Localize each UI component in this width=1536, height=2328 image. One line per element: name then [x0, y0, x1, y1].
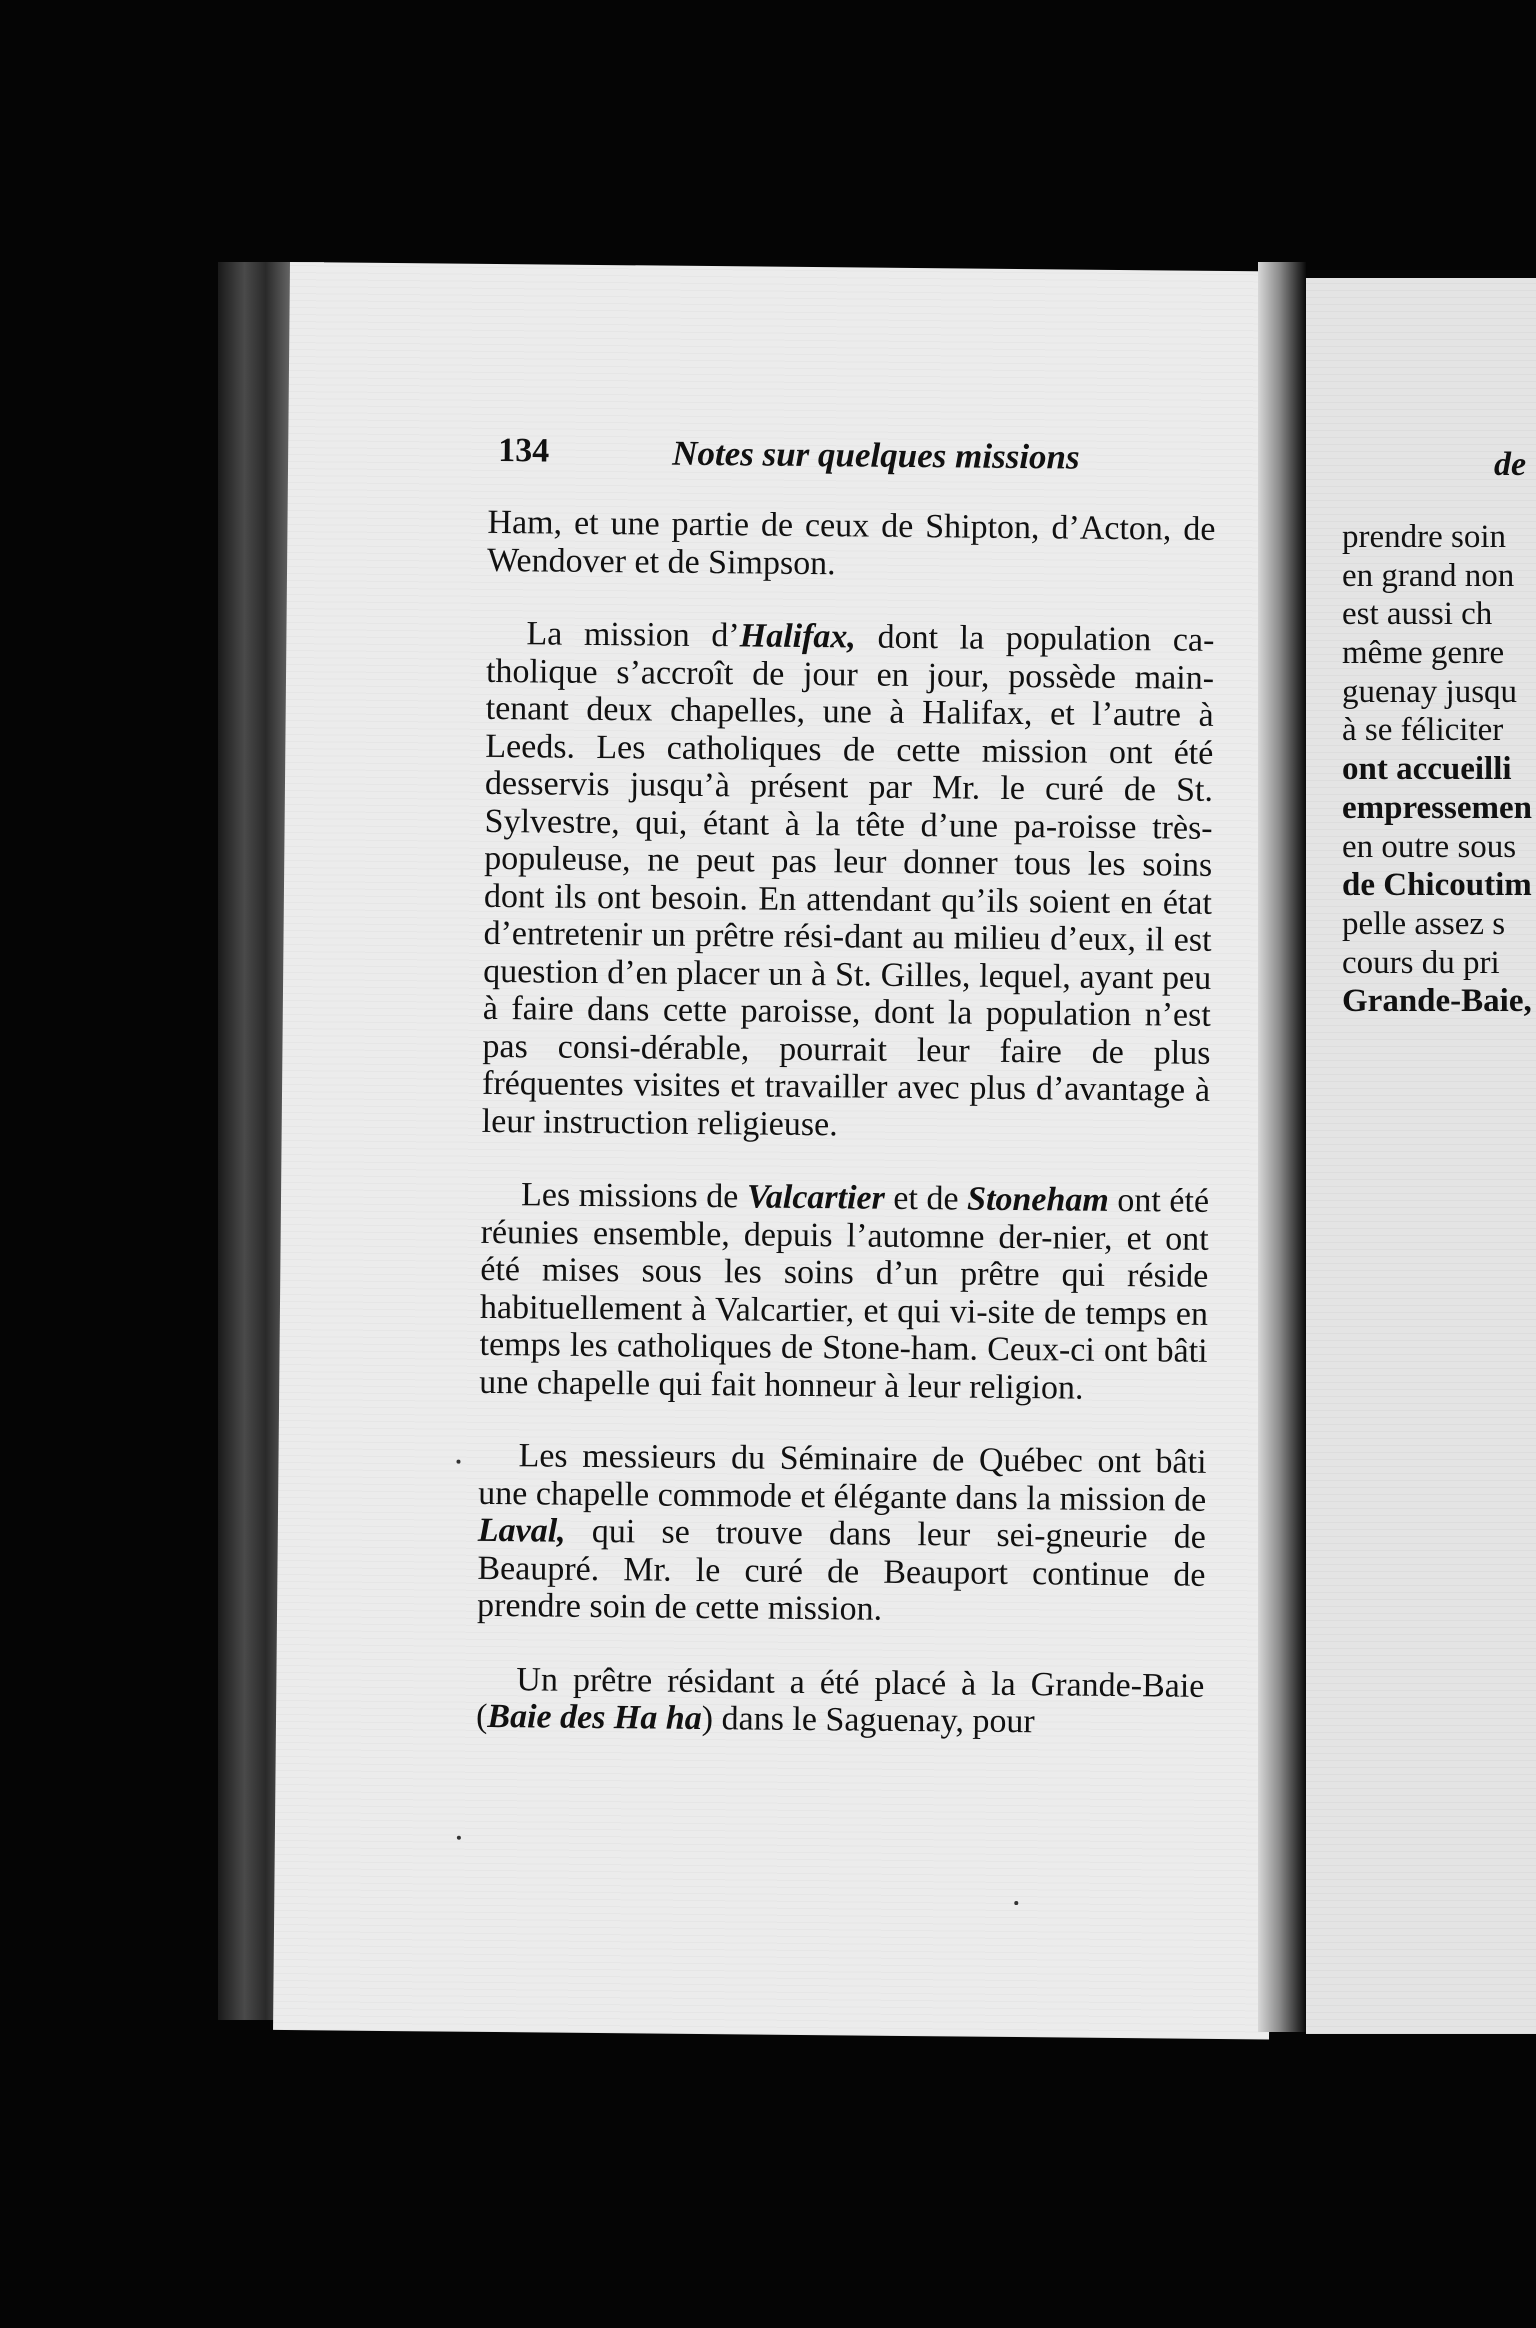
paragraph-4-text-b: qui se trouve dans leur sei-gneurie de Beaupré. Mr. le curé de Beauport continue de prendre soin de cette mission. [476, 1512, 1206, 1628]
place-name-baie-des-ha-ha: Baie des Ha ha [487, 1697, 702, 1738]
print-speck [456, 1460, 460, 1464]
paragraph-5-text-a: Un prêtre résidant a été placé à la Grande-Baie ( [475, 1660, 1205, 1735]
right-line: en outre sous [1342, 828, 1517, 865]
right-page [1306, 278, 1536, 2034]
right-line: prendre soin [1342, 519, 1507, 555]
running-title: Notes sur quelques missions [671, 433, 1080, 477]
book-gutter [1258, 262, 1306, 2032]
place-name-halifax: Halifax, [739, 617, 857, 656]
paragraph-4-text-a: Les messieurs du Séminaire de Québec ont bâti une chapelle commode et élégante dans la mission de [478, 1437, 1207, 1519]
place-name-valcartier: Valcartier [746, 1178, 886, 1217]
right-line: pelle assez s [1342, 905, 1506, 942]
place-name-laval: Laval, [477, 1511, 566, 1550]
page-body [476, 504, 1216, 1778]
right-line: est aussi ch [1342, 596, 1493, 633]
paragraph-2-text-b: dont la population ca-tholique s’accroît de jour en jour, possède main-tenant deux chapelles, une à Halifax, et l’autre à Leeds. Les catholiques de cette mission ont été desservis jusqu’à présent par Mr. le curé de St. Sylvestre, qui, étant à la tête d’une pa-roisse très-populeuse, ne peut pas leur donner tous les soins dont ils ont besoin. En attendant qu’ils soient en état d’entretenir un prêtre rési-dant au milieu d’eux, il est question d’en placer un à St. Gilles, lequel, ayant peu à faire dans cette paroisse, dont la population n’est pas consi-dérable, pourrait leur faire de plus fréquentes visites et travailler avec plus d’avantage à leur instruction religieuse. [481, 618, 1215, 1143]
paragraph-5 [476, 1660, 1205, 1742]
right-line: à se féliciter [1342, 712, 1504, 749]
right-running-title-fragment: de [1494, 446, 1527, 483]
paragraph-2-text-a: La mission d’ [526, 615, 740, 655]
right-line: en grand non [1342, 557, 1515, 594]
right-line: cours du pri [1342, 944, 1500, 981]
paragraph-4 [477, 1437, 1207, 1631]
page-header [498, 432, 1219, 499]
paragraph-1-text: Ham, et une partie de ceux de Shipton, d’Acton, de Wendover et de Simpson. [486, 503, 1216, 582]
right-line: même genre [1342, 635, 1505, 672]
paragraph-3 [479, 1176, 1209, 1408]
paragraph-3-text-a: Les missions de [520, 1176, 748, 1216]
right-line: empressemen [1342, 789, 1533, 826]
place-name-stoneham: Stoneham [966, 1180, 1110, 1219]
right-line: guenay jusqu [1342, 673, 1518, 710]
right-page-text [1342, 518, 1536, 1021]
print-speck [457, 1836, 461, 1840]
print-speck [1014, 1901, 1018, 1905]
right-line: de Chicoutim [1342, 867, 1532, 904]
paragraph-3-text-b: et de [884, 1179, 968, 1218]
left-page [273, 262, 1286, 2039]
paragraph-3-text-c: ont été réunies ensemble, depuis l’automne der-nier, et ont été mises sous les soins d’un prêtre qui réside habituellement à Valcartier, et qui vi-site de temps en temps les catholiques de Stone-ham. Ceux-ci ont bâti une chapelle qui fait honneur à leur religion. [479, 1181, 1210, 1407]
right-line: Grande-Baie, [1342, 983, 1532, 1020]
paragraph-5-text-b: ) dans le Saguenay, pour [701, 1700, 1035, 1741]
paragraph-2 [482, 615, 1215, 1147]
page-number: 134 [498, 432, 550, 470]
right-line: ont accueilli [1342, 751, 1512, 788]
paragraph-1 [487, 504, 1216, 586]
